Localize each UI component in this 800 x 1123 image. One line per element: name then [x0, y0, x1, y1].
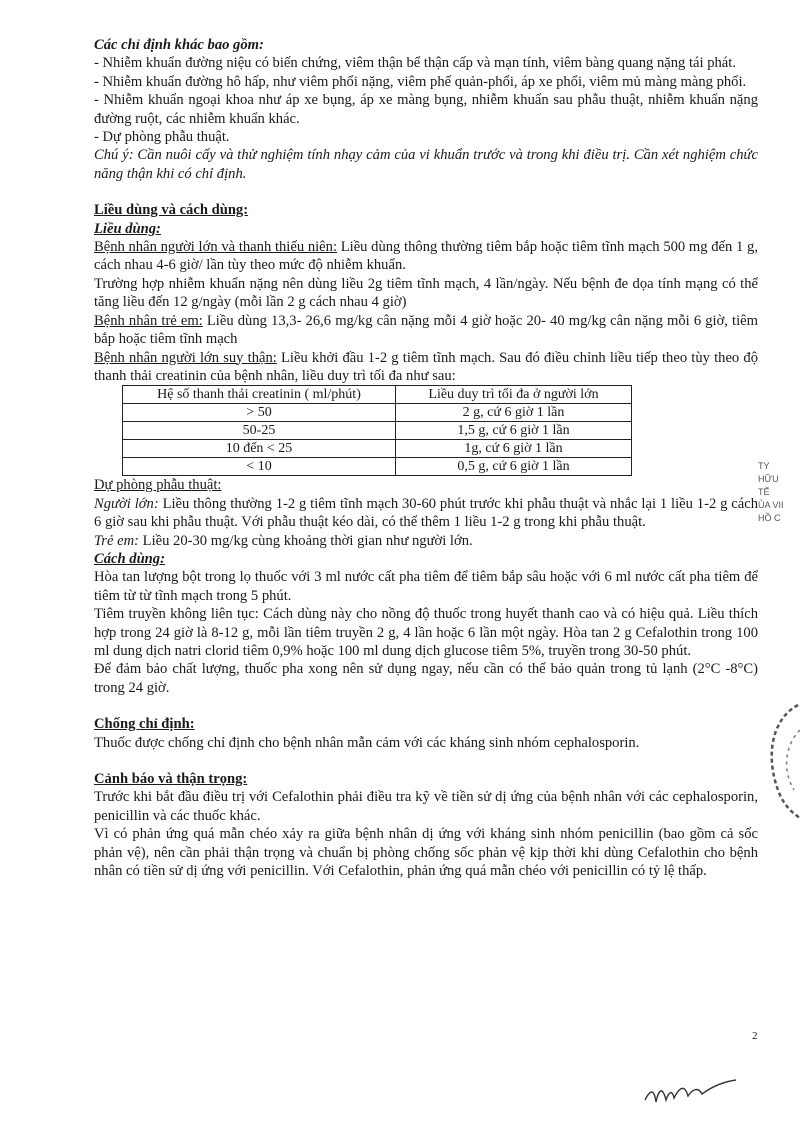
renal-label: Bệnh nhân người lớn suy thận:: [94, 349, 277, 366]
table-cell: < 10: [123, 458, 396, 476]
warnings-p1: Trước khi bắt đầu điều trị với Cefalothin phải điều tra kỹ về tiền sử dị ứng của bệnh nhân với các cephalosporin, penicillin và các thuốc khác.: [94, 789, 758, 824]
other-indications-heading: Các chỉ định khác bao gồm:: [94, 37, 264, 53]
table-cell: 0,5 g, cứ 6 giờ 1 lần: [396, 458, 632, 476]
dosage-adults: [94, 238, 758, 275]
renal-dose-table: [122, 385, 632, 476]
table-cell: 1,5 g, cứ 6 giờ 1 lần: [396, 422, 632, 440]
adults-text: Liều dùng thông thường tiêm bắp hoặc tiêm tĩnh mạch 500 mg đến 1 g, cách nhau 4-6 giờ/ lần tùy theo mức độ nhiễm khuẩn.: [94, 239, 758, 274]
dosage-renal: [94, 349, 758, 386]
administration-p3: Để đảm bảo chất lượng, thuốc pha xong nên sử dụng ngay, nếu cần có thể bảo quản trong tủ lạnh (2°C -8°C) trong 24 giờ.: [94, 661, 758, 696]
signature-icon: [640, 1070, 740, 1115]
administration-heading: Cách dùng:: [94, 550, 165, 567]
adults-label: Bệnh nhân người lớn và thanh thiếu niên:: [94, 239, 338, 256]
table-row: [123, 440, 632, 458]
administration-p1: Hòa tan lượng bột trong lọ thuốc với 3 ml nước cất pha tiêm để tiêm bắp sâu hoặc với 6 ml nước cất pha tiêm để tiêm từ từ tĩnh mạch trong 5 phút.: [94, 569, 758, 604]
margin-stamp-text: [758, 460, 800, 525]
dosage-children: [94, 312, 758, 349]
table-row: [123, 422, 632, 440]
children-text: Liều dùng 13,3- 26,6 mg/kg cân nặng mỗi 4 giờ hoặc 20- 40 mg/kg cân nặng mỗi 6 giờ, tiêm bắp hoặc tiêm tĩnh mạch: [94, 312, 758, 348]
dosage-subheading: Liều dùng:: [94, 220, 161, 237]
table-row: [123, 458, 632, 476]
contraindications-heading: Chống chỉ định:: [94, 716, 195, 733]
indication-item: - Nhiễm khuẩn ngoại khoa như áp xe bụng, áp xe màng bụng, nhiễm khuẩn sau phẫu thuật, nhiễm khuẩn nặng đường ruột, các nhiễm khuẩn khác.: [94, 92, 758, 127]
table-row: [123, 404, 632, 422]
surgery-child-text: Liều 20-30 mg/kg cùng khoảng thời gian như người lớn.: [139, 532, 473, 549]
administration-p2: Tiêm truyền không liên tục: Cách dùng này cho nồng độ thuốc trong huyết thanh cao và có hiệu quả. Liều thích hợp trong 24 giờ là 8-12 g, mỗi lần tiêm truyền 2 g, 4 lần hoặc 6 lần một ngày. Hòa tan 2 g Cefalothin trong 100 ml dung dịch natri clorid tiêm 0,9% hoặc 100 ml dung dịch glucose tiêm 5%, truyền trong 30-50 phút.: [94, 606, 758, 659]
indication-item: - Nhiễm khuẩn đường hô hấp, như viêm phổi nặng, viêm phế quản-phổi, áp xe phổi, viêm mủ màng màng phổi.: [94, 73, 747, 90]
table-cell: 1g, cứ 6 giờ 1 lần: [396, 440, 632, 458]
surgery-adult-text: Liều thông thường 1-2 g tiêm tĩnh mạch 30-60 phút trước khi phẫu thuật và nhắc lại 1 liều 1-2 g cách 6 giờ sau khi phẫu thuật. Với phẫu thuật kéo dài, có thể thêm 1 liều 1-2 g trong khi phẫu thuật.: [94, 495, 758, 531]
contraindications-text: Thuốc được chống chỉ định cho bệnh nhân mẫn cảm với các kháng sinh nhóm cephalosporin.: [94, 734, 640, 751]
children-label: Bệnh nhân trẻ em:: [94, 312, 203, 329]
indication-item: - Dự phòng phẫu thuật.: [94, 129, 230, 146]
stamp-line: ỦA VII: [758, 500, 784, 510]
renal-text: Liều khởi đầu 1-2 g tiêm tĩnh mạch. Sau đó điều chỉnh liều tiếp theo tùy theo độ thanh thải creatinin của bệnh nhân, liều duy trì tối đa như sau:: [94, 349, 758, 384]
seal-stamp-icon: [760, 700, 800, 820]
table-cell: 2 g, cứ 6 giờ 1 lần: [396, 404, 632, 422]
stamp-line: HỮU: [758, 474, 779, 484]
page-number: 2: [752, 1030, 758, 1042]
dosage-severe: Trường hợp nhiễm khuẩn nặng nên dùng liều 2g tiêm tĩnh mạch, 4 lần/ngày. Nếu bệnh đe dọa tính mạng có thể tăng liều đến 12 g/ngày (mỗi lần 2 g cách nhau 4 giờ): [94, 275, 758, 311]
table-cell: > 50: [123, 404, 396, 422]
surgery-adult: [94, 495, 758, 532]
indication-note: Chú ý: Cần nuôi cấy và thử nghiệm tính nhạy cảm của vi khuẩn trước và trong khi điều trị. Cần xét nghiệm chức năng thận khi có chỉ định.: [94, 147, 758, 182]
document-body: [94, 36, 758, 880]
dosage-heading: Liều dùng và cách dùng:: [94, 202, 249, 219]
table-cell: 10 đến < 25: [123, 440, 396, 458]
table-cell: 50-25: [123, 422, 396, 440]
surgery-child: [94, 532, 758, 550]
surgery-label: Dự phòng phẫu thuật:: [94, 477, 222, 494]
surgery-child-label: Trẻ em:: [94, 532, 139, 549]
warnings-heading: Cảnh báo và thận trọng:: [94, 771, 248, 787]
surgery-adult-label: Người lớn:: [94, 495, 159, 512]
warnings-p2: Vì có phản ứng quá mẫn chéo xảy ra giữa bệnh nhân dị ứng với kháng sinh nhóm penicillin (bao gồm cả sốc phản vệ), nên cần phải thận trọng và chuẩn bị phòng chống sốc phản vệ kịp thời khi dùng Cefalothin cho bệnh nhân có tiền sử dị ứng với penicillin. Với Cefalothin, phản ứng quá mẫn chéo với penicillin có tỷ lệ thấp.: [94, 826, 758, 880]
indication-item: - Nhiễm khuẩn đường niệu có biến chứng, viêm thận bể thận cấp và mạn tính, viêm bàng quang nặng tái phát.: [94, 55, 736, 72]
table-header-cell: Liều duy trì tối đa ở người lớn: [396, 386, 632, 404]
stamp-line: TY: [758, 461, 770, 471]
stamp-line: TẾ: [758, 487, 770, 497]
stamp-line: HỒ C: [758, 513, 781, 523]
table-header-cell: Hệ số thanh thải creatinin ( ml/phút): [123, 386, 396, 404]
table-header-row: [123, 386, 632, 404]
